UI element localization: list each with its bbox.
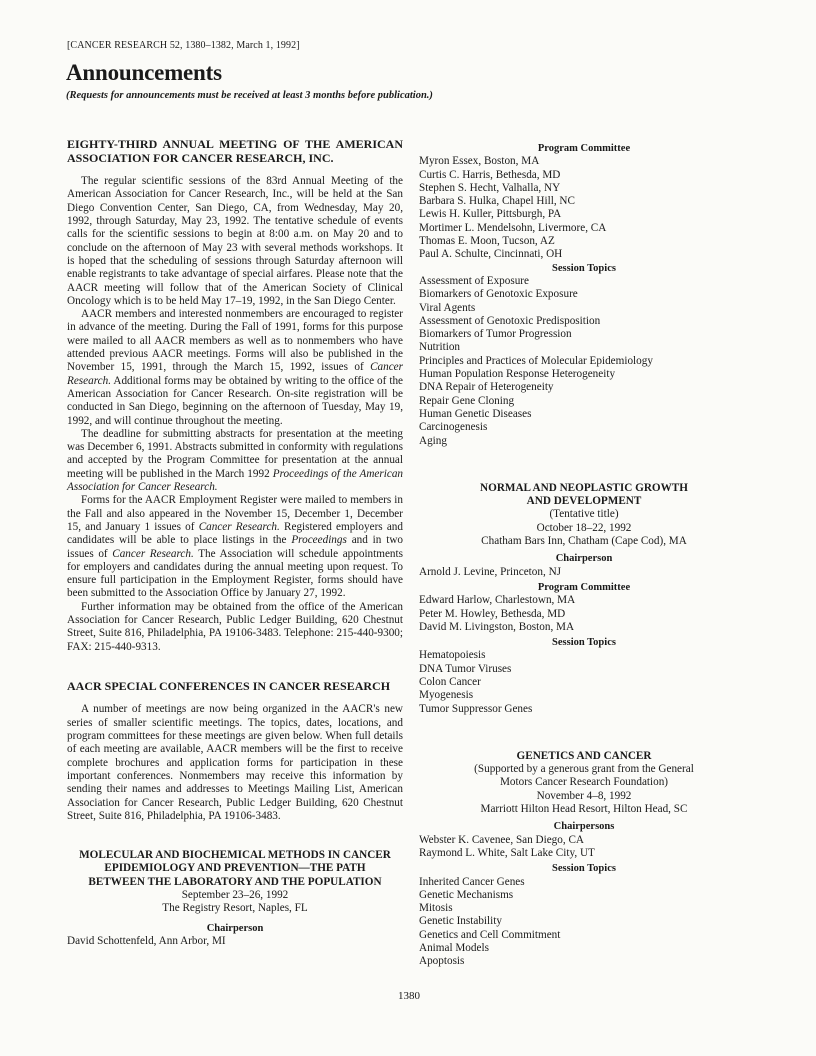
list-item: Biomarkers of Genotoxic Exposure	[419, 288, 578, 301]
molecular-topics-list	[419, 275, 749, 448]
list-item: Myron Essex, Boston, MA	[419, 155, 540, 168]
list-item: Inherited Cancer Genes	[419, 875, 525, 888]
chairperson-label: Chairperson	[555, 553, 613, 565]
normal-growth-location: Chatham Bars Inn, Chatham (Cape Cod), MA	[481, 535, 687, 548]
list-item: Paul A. Schulte, Cincinnati, OH	[419, 248, 563, 261]
chairperson-name: David Schottenfeld, Ann Arbor, MI	[67, 934, 226, 947]
list-item: Nutrition	[419, 341, 461, 354]
special-conferences-heading: AACR SPECIAL CONFERENCES IN CANCER RESEARCH	[67, 678, 391, 693]
annual-meeting-paragraph: Further information may be obtained from the office of the American Association for Cancer Research, Public Ledger Building, 620 Chestnut Street, Suite 816, Philadelphia, PA 19106-3483. Telephone: 215-440-9300; FAX: 215-440-9313.	[67, 600, 403, 653]
annual-meeting-paragraph: The deadline for submitting abstracts for presentation at the meeting was December 6, 1991. Abstracts submitted in conformity with regulations and accepted by the Program Committee for presentation at the annual meeting will be published in the March 1992 Proceedings of the American Association for Cancer Research.	[67, 427, 404, 494]
genetics-dates: November 4–8, 1992	[536, 789, 632, 802]
normal-topics-list	[419, 649, 749, 715]
list-item: Animal Models	[419, 942, 489, 955]
genetics-location: Marriott Hilton Head Resort, Hilton Head, SC	[480, 803, 688, 816]
list-item: Thomas E. Moon, Tucson, AZ	[419, 235, 555, 248]
program-committee-label: Program Committee	[537, 581, 631, 593]
left-column	[67, 138, 403, 948]
genetics-chairs-list	[419, 834, 749, 861]
chairpersons-label: Chairpersons	[553, 821, 615, 833]
list-item: Lewis H. Kuller, Pittsburgh, PA	[419, 208, 562, 221]
list-item: Viral Agents	[419, 301, 476, 314]
session-topics-label: Session Topics	[552, 262, 616, 274]
annual-meeting-heading: EIGHTY-THIRD ANNUAL MEETING OF THE AMERICAN ASSOCIATION FOR CANCER RESEARCH, INC.	[67, 137, 403, 165]
list-item: Stephen S. Hecht, Valhalla, NY	[419, 181, 561, 194]
chairperson-name: Arnold J. Levine, Princeton, NJ	[419, 565, 561, 578]
list-item: Apoptosis	[419, 955, 465, 968]
list-item: Curtis C. Harris, Bethesda, MD	[419, 168, 561, 181]
special-conferences-paragraph: A number of meetings are now being organized in the AACR's new series of smaller scientific meetings. The topics, dates, locations, and program committees for these meetings are given below. When full details of each meeting are available, AACR members will be the first to receive complete brochures and application forms for participation in these important conferences. Nonmembers may receive this information by sending their names and addresses to Meetings Mailing List, American Association for Cancer Research, Public Ledger Building, 620 Chestnut Street, Suite 816, Philadelphia, PA 19106-3483.	[67, 703, 403, 822]
normal-growth-heading: NORMAL AND NEOPLASTIC GROWTH AND DEVELOPMENT	[480, 481, 688, 508]
program-committee-label: Program Committee	[537, 143, 631, 154]
page-subtitle: (Requests for announcements must be received at least 3 months before publication.)	[66, 90, 433, 101]
molecular-committee-list	[419, 155, 749, 261]
list-item: Human Genetic Diseases	[419, 407, 532, 420]
session-topics-label: Session Topics	[552, 637, 616, 649]
tentative-title-note: (Tentative title)	[549, 508, 619, 521]
molecular-meeting-location: The Registry Resort, Naples, FL	[162, 902, 308, 915]
list-item: Human Population Response Heterogeneity	[419, 368, 616, 381]
genetics-topics-list	[419, 876, 749, 969]
list-item: Principles and Practices of Molecular Epidemiology	[419, 354, 653, 367]
list-item: Barbara S. Hulka, Chapel Hill, NC	[419, 195, 575, 208]
list-item: Repair Gene Cloning	[419, 394, 515, 407]
list-item: DNA Repair of Heterogeneity	[419, 381, 554, 394]
list-item: Genetic Instability	[419, 915, 502, 928]
list-item: Mortimer L. Mendelsohn, Livermore, CA	[419, 221, 607, 234]
annual-meeting-paragraph: Forms for the AACR Employment Register were mailed to members in the Fall and also appeared in the November 15, December 1, December 15, and January 1 issues of Cancer Research. Registered employers and candidates will be able to place listings in the Proceedings and in two issues of Cancer Research. The Association will schedule appointments for employers and candidates during the annual meeting upon request. To ensure full participation in the Employment Register, forms should have been submitted to the Association Office by January 27, 1992.	[67, 494, 404, 600]
molecular-meeting-dates: September 23–26, 1992	[181, 889, 289, 902]
list-item: Aging	[419, 434, 447, 447]
list-item: Genetic Mechanisms	[419, 888, 514, 901]
list-item: Peter M. Howley, Bethesda, MD	[419, 607, 566, 620]
list-item: Genetics and Cell Commitment	[419, 928, 561, 941]
list-item: Carcinogenesis	[419, 421, 488, 434]
list-item: David M. Livingston, Boston, MA	[419, 620, 575, 633]
genetics-heading: GENETICS AND CANCER	[516, 749, 652, 762]
annual-meeting-paragraph: The regular scientific sessions of the 83rd Annual Meeting of the American Association for Cancer Research, Inc., will be held at the San Diego Convention Center, San Diego, CA, from Wednesday, May 20, 1992, through Saturday, May 23, 1992. The tentative schedule of events calls for the scientific sessions to begin at 8:00 a.m. on May 20 and to conclude on the afternoon of May 23 with several methods workshops. It is hoped that the scheduling of sessions through Saturday afternoon will enable registrants to take advantage of special airfares. Please note that the AACR meeting will follow that of the American Society of Clinical Oncology which is to be held May 17–19, 1992, in the San Diego Center.	[67, 175, 403, 307]
normal-committee-list	[419, 594, 749, 634]
list-item: Mitosis	[419, 902, 453, 915]
list-item: Biomarkers of Tumor Progression	[419, 328, 572, 341]
list-item: Edward Harlow, Charlestown, MA	[419, 594, 576, 607]
chairperson-label: Chairperson	[206, 922, 264, 934]
list-item: Colon Cancer	[419, 675, 481, 688]
list-item: Webster K. Cavenee, San Diego, CA	[419, 833, 585, 846]
annual-meeting-paragraph: AACR members and interested nonmembers are encouraged to register in advance of the meeting. During the Fall of 1991, forms for this purpose were mailed to all AACR members as well as to nonmembers who have attended previous AACR meetings. Forms will also be published in the November 15, 1991, through the March 15, 1992, issues of Cancer Research. Additional forms may be obtained by writing to the office of the American Association for Cancer Research. On-site registration will be conducted in San Diego, beginning on the afternoon of Tuesday, May 19, 1992, and will continue throughout the meeting.	[67, 308, 403, 427]
list-item: DNA Tumor Viruses	[419, 662, 512, 675]
list-item: Tumor Suppressor Genes	[419, 702, 533, 715]
normal-growth-dates: October 18–22, 1992	[536, 521, 632, 534]
page-title: Announcements	[66, 60, 222, 85]
genetics-support-note: (Supported by a generous grant from the General Motors Cancer Research Foundation)	[474, 763, 694, 789]
molecular-meeting-heading: MOLECULAR AND BIOCHEMICAL METHODS IN CANCER EPIDEMIOLOGY AND PREVENTION—THE PATH BETWEEN THE LABORATORY AND THE POPULATION	[79, 849, 391, 888]
right-column	[419, 142, 749, 969]
journal-citation: [CANCER RESEARCH 52, 1380–1382, March 1, 1992]	[67, 40, 300, 51]
list-item: Assessment of Exposure	[419, 274, 529, 287]
list-item: Assessment of Genotoxic Predisposition	[419, 314, 601, 327]
session-topics-label: Session Topics	[552, 863, 616, 875]
list-item: Myogenesis	[419, 689, 474, 702]
page-number: 1380	[398, 990, 420, 1002]
list-item: Raymond L. White, Salt Lake City, UT	[419, 846, 595, 859]
list-item: Hematopoiesis	[419, 649, 486, 662]
